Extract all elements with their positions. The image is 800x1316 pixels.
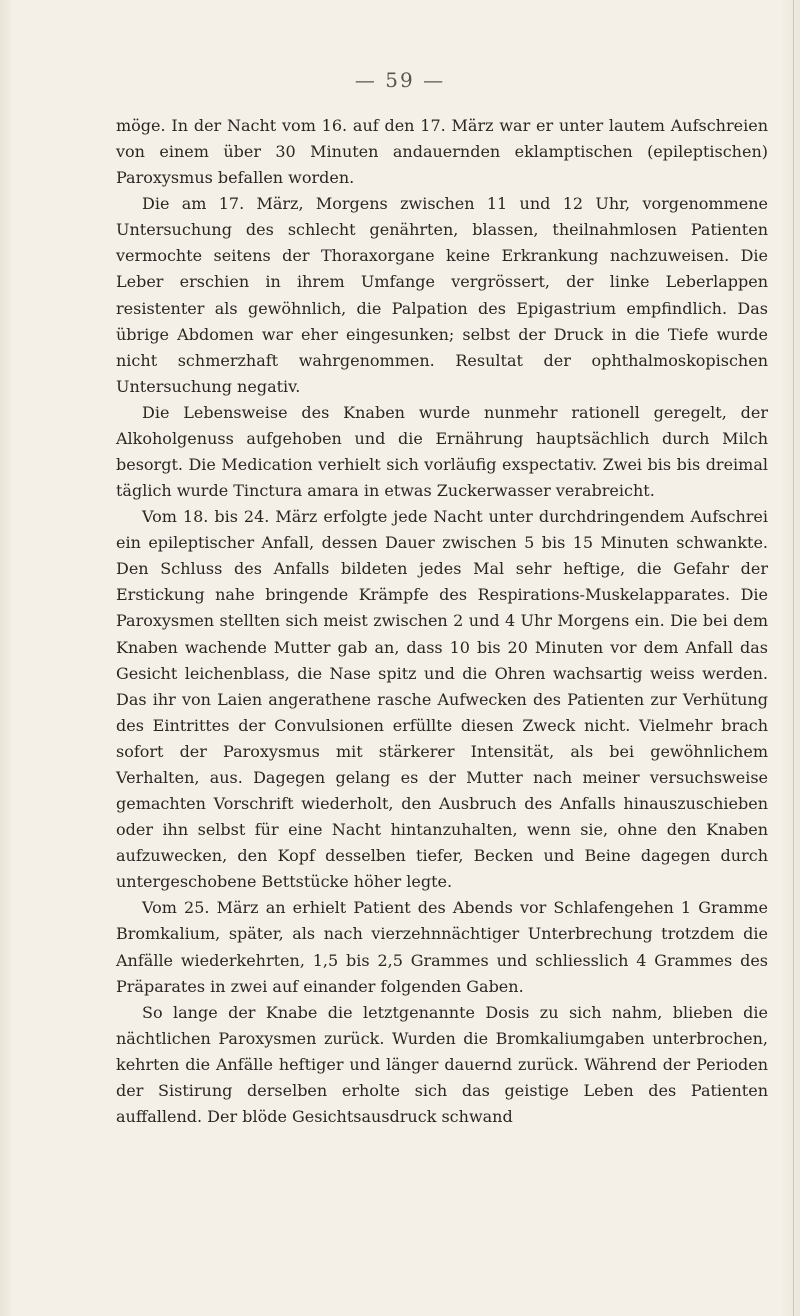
paragraph-4: Vom 18. bis 24. März erfolgte jede Nacht unter durchdringendem Aufschrei ein epileptischer Anfall, dessen Dauer zwischen 5 bis 15 Minuten schwankte. Den Schluss des Anfalls bildeten jedes Mal sehr heftige, die Gefahr der Erstickung nahe bringende Krämpfe des Respirations-Muskelapparates. Die Paroxysmen stellten sich meist zwischen 2 und 4 Uhr Morgens ein. Die bei dem Knaben wachende Mutter gab an, dass 10 bis 20 Minuten vor dem Anfall das Gesicht leichenblass, die Nase spitz und die Ohren wachsartig weiss werden. Das ihr von Laien angerathene rasche Aufwecken des Patienten zur Verhütung des Eintrittes der Convulsionen erfüllte diesen Zweck nicht. Vielmehr brach sofort der Paroxysmus mit stärkerer Intensität, als bei gewöhnlichem Verhalten, aus. Dagegen gelang es der Mutter nach meiner versuchsweise gemachten Vorschrift wiederholt, den Ausbruch des Anfalls hinauszuschieben oder ihn selbst für eine Nacht hintanzuhalten, wenn sie, ohne den Knaben aufzuwecken, den Kopf desselben tiefer, Becken und Beine dagegen durch untergeschobene Bettstücke höher legte. [116,507,768,892]
page-edge [793,0,794,1316]
paragraph-5: Vom 25. März an erhielt Patient des Abends vor Schlafengehen 1 Gramme Bromkalium, später, als nach vierzehnnächtiger Unterbrechung trotzdem die Anfälle wiederkehrten, 1,5 bis 2,5 Grammes und schliesslich 4 Grammes des Präparates in zwei auf einander folgenden Gaben. [116,898,768,996]
paragraph-3: Die Lebensweise des Knaben wurde nunmehr rationell geregelt, der Alkoholgenuss aufgehoben und die Ernährung hauptsächlich durch Milch besorgt. Die Medication verhielt sich vorläufig exspectativ. Zwei bis bis dreimal täglich wurde Tinctura amara in etwas Zuckerwasser verabreicht. [116,402,768,501]
paragraph-1: möge. In der Nacht vom 16. auf den 17. März war er unter lautem Aufschreien von einem über 30 Minuten andauernden eklamptischen (epileptischen) Paroxysmus befallen worden. [116,116,768,188]
paragraph-2: Die am 17. März, Morgens zwischen 11 und 12 Uhr, vorgenommene Untersuchung des schlecht genährten, blassen, theilnahmlosen Patienten vermochte seitens der Thoraxorgane keine Erkrankung nachzuweisen. Die Leber erschien in ihrem Umfange vergrössert, der linke Leberlappen resistenter als gewöhnlich, die Palpation des Epigastrium empfindlich. Das übrige Abdomen war eher eingesunken; selbst der Druck in die Tiefe wurde nicht schmerzhaft wahrgenommen. Resultat der ophthalmoskopischen Untersuchung negativ. [116,194,768,396]
page-number: — 59 — [354,68,446,92]
body-text [116,113,768,1130]
paragraph-6: So lange der Knabe die letztgenannte Dosis zu sich nahm, blieben die nächtlichen Paroxysmen zurück. Wurden die Bromkaliumgaben unterbrochen, kehrten die Anfälle heftiger und länger dauernd zurück. Während der Perioden der Sistirung derselben erholte sich das geistige Leben des Patienten auffallend. Der blöde Gesichtsausdruck schwand [116,1002,768,1126]
